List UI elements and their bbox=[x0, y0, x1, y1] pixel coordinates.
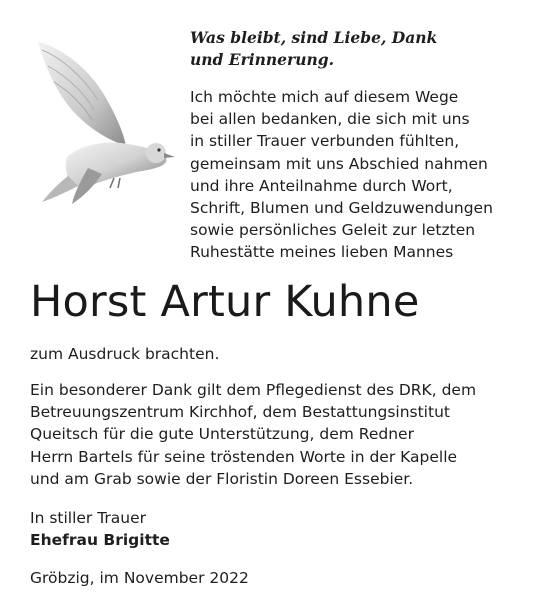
after-name-text: zum Ausdruck brachten. bbox=[30, 345, 220, 363]
thanks-paragraph bbox=[30, 379, 540, 490]
intro-line: bei allen bedanken, die sich mit uns bbox=[190, 110, 470, 129]
deceased-name: Horst Artur Kuhne bbox=[30, 277, 420, 327]
intro-line: Ruhestätte meines lieben Mannes bbox=[190, 243, 454, 262]
motto-line: Was bleibt, sind Liebe, Dank bbox=[190, 28, 438, 47]
intro-line: Ich möchte mich auf diesem Wege bbox=[190, 88, 459, 106]
closing-phrase: In stiller Trauer bbox=[30, 509, 147, 527]
intro-line: in stiller Trauer verbunden fühlten, bbox=[190, 132, 460, 151]
motto-quote bbox=[190, 27, 530, 71]
intro-line: und ihre Anteilnahme durch Wort, bbox=[190, 176, 453, 195]
thanks-line: und am Grab sowie der Floristin Doreen Essebier. bbox=[30, 469, 414, 488]
intro-line: sowie persönliches Geleit zur letzten bbox=[190, 221, 476, 240]
place-date: Gröbzig, im November 2022 bbox=[30, 569, 249, 587]
intro-line: Schrift, Blumen und Geldzuwendungen bbox=[190, 199, 493, 218]
closing-block bbox=[30, 507, 170, 551]
signer-name: Ehefrau Brigitte bbox=[30, 531, 170, 549]
motto-line: und Erinnerung. bbox=[190, 50, 334, 69]
thanks-line: Ein besonderer Dank gilt dem Pflegedienst des DRK, dem bbox=[30, 381, 477, 399]
dove-icon bbox=[28, 36, 178, 206]
thanks-line: Betreuungszentrum Kirchhof, dem Bestattungsinstitut bbox=[30, 403, 450, 422]
intro-line: gemeinsam mit uns Abschied nahmen bbox=[190, 154, 488, 173]
intro-paragraph bbox=[190, 86, 535, 264]
thanks-line: Herrn Bartels für seine tröstenden Worte in der Kapelle bbox=[30, 447, 458, 466]
thanks-line: Queitsch für die gute Unterstützung, dem Redner bbox=[30, 425, 414, 444]
